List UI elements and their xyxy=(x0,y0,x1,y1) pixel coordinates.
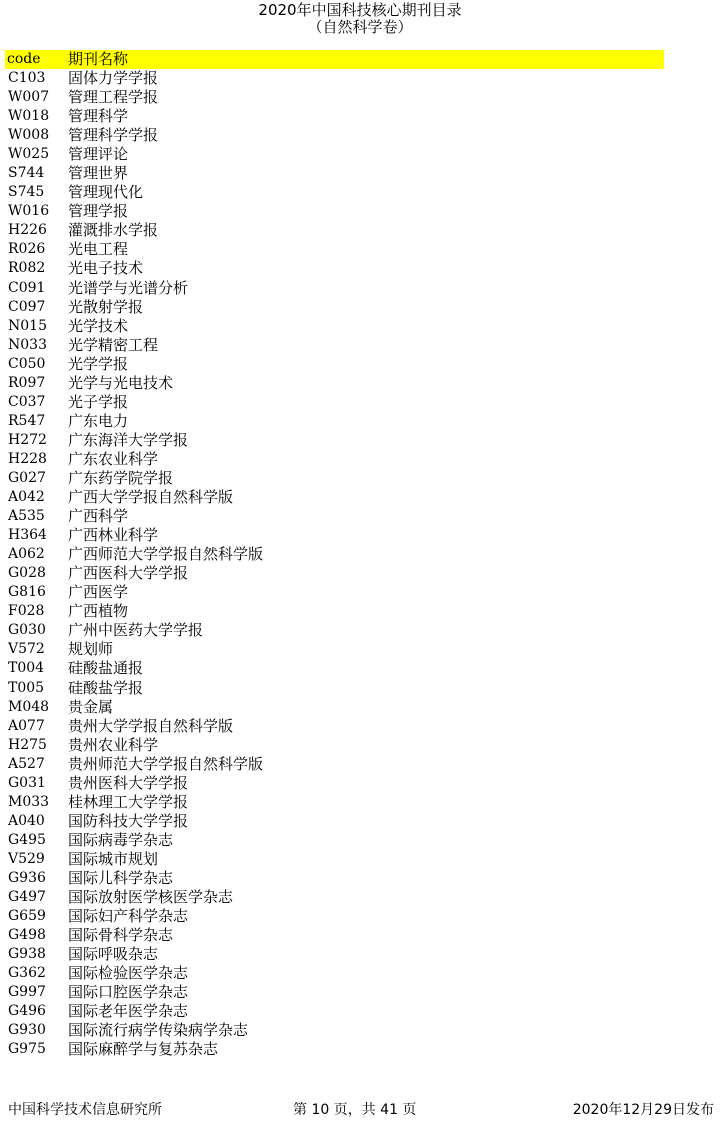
table-row xyxy=(0,640,720,659)
table-row xyxy=(0,317,720,336)
table-row xyxy=(0,583,720,602)
table-row xyxy=(0,698,720,717)
table-row xyxy=(0,355,720,374)
journal-name: 光散射学报 xyxy=(68,297,144,316)
table-row xyxy=(0,679,720,698)
journal-code: G031 xyxy=(8,774,46,791)
footer-publish-date: 2020年12月29日发布 xyxy=(572,1102,714,1118)
journal-code: W016 xyxy=(8,203,50,220)
journal-code: H275 xyxy=(8,736,47,753)
journal-code: A042 xyxy=(8,489,45,506)
journal-code: G496 xyxy=(8,1003,46,1020)
journal-code: W025 xyxy=(8,146,50,163)
table-row xyxy=(0,221,720,240)
journal-name: 国际城市规划 xyxy=(68,849,159,868)
journal-code: G030 xyxy=(8,622,46,639)
journal-name: 管理学报 xyxy=(68,202,129,221)
footer-page-number: 第 10 页，共 41 页 xyxy=(293,1102,417,1118)
table-row xyxy=(0,240,720,259)
table-row xyxy=(0,88,720,107)
table-row xyxy=(0,183,720,202)
table-row xyxy=(0,793,720,812)
journal-name: 国际麻醉学与复苏杂志 xyxy=(68,1040,219,1059)
journal-name: 光电工程 xyxy=(68,240,129,259)
table-row xyxy=(0,69,720,88)
journal-name: 规划师 xyxy=(68,640,114,659)
journal-code: G938 xyxy=(8,946,46,963)
table-row xyxy=(0,374,720,393)
journal-code: H228 xyxy=(8,450,47,467)
journal-name: 国际流行病学传染病学杂志 xyxy=(68,1021,249,1040)
table-row xyxy=(0,1002,720,1021)
table-row xyxy=(0,621,720,640)
journal-code: S745 xyxy=(8,184,45,201)
table-row xyxy=(0,964,720,983)
journal-name: 光子学报 xyxy=(68,392,129,411)
journal-code: G362 xyxy=(8,965,46,982)
journal-name: 固体力学学报 xyxy=(68,69,159,87)
journal-code: C103 xyxy=(8,70,46,86)
journal-code: V529 xyxy=(8,850,45,867)
journal-name: 贵金属 xyxy=(68,697,114,716)
journal-name: 光电子技术 xyxy=(68,259,144,278)
journal-code: C097 xyxy=(8,298,46,315)
journal-code: M033 xyxy=(8,793,50,810)
journal-name: 国际骨科学杂志 xyxy=(68,926,174,945)
journal-name: 管理工程学报 xyxy=(68,88,159,107)
journal-name: 管理世界 xyxy=(68,164,129,183)
table-row xyxy=(0,831,720,850)
journal-name: 光谱学与光谱分析 xyxy=(68,278,189,297)
journal-name: 管理现代化 xyxy=(68,183,144,202)
journal-code: T005 xyxy=(8,679,45,696)
journal-name: 国际呼吸杂志 xyxy=(68,945,159,964)
journal-code: H226 xyxy=(8,222,47,239)
journal-code: G659 xyxy=(8,908,46,925)
table-row xyxy=(0,336,720,355)
journal-code: R082 xyxy=(8,260,46,277)
journal-code: F028 xyxy=(8,603,45,620)
journal-name: 广东药学院学报 xyxy=(68,468,174,487)
journal-code: G997 xyxy=(8,984,46,1001)
journal-code: R097 xyxy=(8,374,46,391)
journal-name: 广西医科大学学报 xyxy=(68,564,189,583)
journal-code: A527 xyxy=(8,755,45,772)
journal-code: G497 xyxy=(8,889,46,906)
table-row xyxy=(0,717,720,736)
journal-code: R026 xyxy=(8,241,46,258)
journal-name: 国际妇产科学杂志 xyxy=(68,907,189,926)
journal-code: N033 xyxy=(8,336,47,353)
table-row xyxy=(0,602,720,621)
table-row xyxy=(0,298,720,317)
table-header-row xyxy=(5,50,664,69)
table-row xyxy=(0,393,720,412)
journal-code: W008 xyxy=(8,127,50,144)
journal-table-body xyxy=(0,69,720,1059)
table-row xyxy=(0,755,720,774)
table-row xyxy=(0,164,720,183)
table-row xyxy=(0,526,720,545)
journal-code: T004 xyxy=(8,660,45,677)
journal-name: 广东农业科学 xyxy=(68,449,159,468)
journal-name: 国防科技大学学报 xyxy=(68,811,189,830)
journal-name: 国际口腔医学杂志 xyxy=(68,983,189,1002)
journal-name: 光学精密工程 xyxy=(68,335,159,354)
journal-name: 广西植物 xyxy=(68,602,129,621)
table-row xyxy=(0,545,720,564)
journal-name: 管理评论 xyxy=(68,145,129,164)
journal-code: W018 xyxy=(8,108,50,125)
journal-code: H364 xyxy=(8,527,47,544)
journal-name: 国际检验医学杂志 xyxy=(68,964,189,983)
journal-code: A040 xyxy=(8,812,45,829)
journal-name: 光学学报 xyxy=(68,354,129,373)
journal-code: A077 xyxy=(8,717,45,734)
table-row xyxy=(0,1021,720,1040)
journal-code: C037 xyxy=(8,393,46,410)
table-row xyxy=(0,564,720,583)
column-header-journal-name: 期刊名称 xyxy=(68,50,129,68)
journal-name: 桂林理工大学学报 xyxy=(68,792,189,811)
journal-code: A535 xyxy=(8,508,45,525)
journal-name: 广西师范大学学报自然科学版 xyxy=(68,545,264,564)
table-row xyxy=(0,907,720,926)
table-row xyxy=(0,488,720,507)
footer-institution: 中国科学技术信息研究所 xyxy=(8,1102,162,1118)
journal-code: S744 xyxy=(8,165,45,182)
journal-name: 广西大学学报自然科学版 xyxy=(68,488,234,507)
journal-name: 广西科学 xyxy=(68,507,129,526)
table-row xyxy=(0,412,720,431)
table-row xyxy=(0,659,720,678)
journal-name: 贵州大学学报自然科学版 xyxy=(68,716,234,735)
journal-name: 光学技术 xyxy=(68,316,129,335)
journal-code: A062 xyxy=(8,546,45,563)
journal-name: 广西林业科学 xyxy=(68,526,159,545)
table-row xyxy=(0,145,720,164)
journal-name: 灌溉排水学报 xyxy=(68,221,159,240)
journal-name: 广州中医药大学学报 xyxy=(68,621,204,640)
journal-code: M048 xyxy=(8,698,50,715)
table-row xyxy=(0,469,720,488)
journal-name: 广西医学 xyxy=(68,583,129,602)
journal-code: C091 xyxy=(8,279,46,296)
journal-code: G936 xyxy=(8,869,46,886)
journal-name: 管理科学学报 xyxy=(68,126,159,145)
table-row xyxy=(0,450,720,469)
column-header-code: code xyxy=(7,51,41,67)
table-row xyxy=(0,736,720,755)
journal-code: G930 xyxy=(8,1022,46,1039)
journal-code: G498 xyxy=(8,927,46,944)
journal-name: 广东海洋大学学报 xyxy=(68,430,189,449)
document-subtitle: （自然科学卷） xyxy=(307,18,413,36)
journal-code: C050 xyxy=(8,355,46,372)
journal-code: N015 xyxy=(8,317,47,334)
journal-code: H272 xyxy=(8,431,47,448)
journal-name: 国际儿科学杂志 xyxy=(68,868,174,887)
journal-code: G027 xyxy=(8,469,46,486)
table-row xyxy=(0,259,720,278)
table-row xyxy=(0,1040,720,1059)
journal-code: G975 xyxy=(8,1041,46,1058)
journal-name: 硅酸盐通报 xyxy=(68,659,144,678)
table-row xyxy=(0,869,720,888)
journal-name: 国际放射医学核医学杂志 xyxy=(68,888,234,907)
journal-code: V572 xyxy=(8,641,45,658)
journal-name: 贵州医科大学学报 xyxy=(68,773,189,792)
journal-name: 硅酸盐学报 xyxy=(68,678,144,697)
journal-name: 贵州师范大学学报自然科学版 xyxy=(68,754,264,773)
document-title: 2020年中国科技核心期刊目录 xyxy=(258,1,462,19)
table-row xyxy=(0,850,720,869)
table-row xyxy=(0,774,720,793)
journal-code: G816 xyxy=(8,584,46,601)
table-row xyxy=(0,983,720,1002)
journal-name: 管理科学 xyxy=(68,107,129,126)
journal-code: W007 xyxy=(8,89,50,106)
table-row xyxy=(0,812,720,831)
table-row xyxy=(0,926,720,945)
table-row xyxy=(0,107,720,126)
journal-code: G495 xyxy=(8,831,46,848)
journal-name: 广东电力 xyxy=(68,411,129,430)
table-row xyxy=(0,431,720,450)
table-row xyxy=(0,888,720,907)
journal-code: G028 xyxy=(8,565,46,582)
table-row xyxy=(0,202,720,221)
journal-name: 国际老年医学杂志 xyxy=(68,1002,189,1021)
journal-name: 光学与光电技术 xyxy=(68,373,174,392)
journal-name: 国际病毒学杂志 xyxy=(68,830,174,849)
table-row xyxy=(0,126,720,145)
table-row xyxy=(0,507,720,526)
table-row xyxy=(0,279,720,298)
table-row xyxy=(0,945,720,964)
journal-code: R547 xyxy=(8,412,46,429)
journal-name: 贵州农业科学 xyxy=(68,735,159,754)
